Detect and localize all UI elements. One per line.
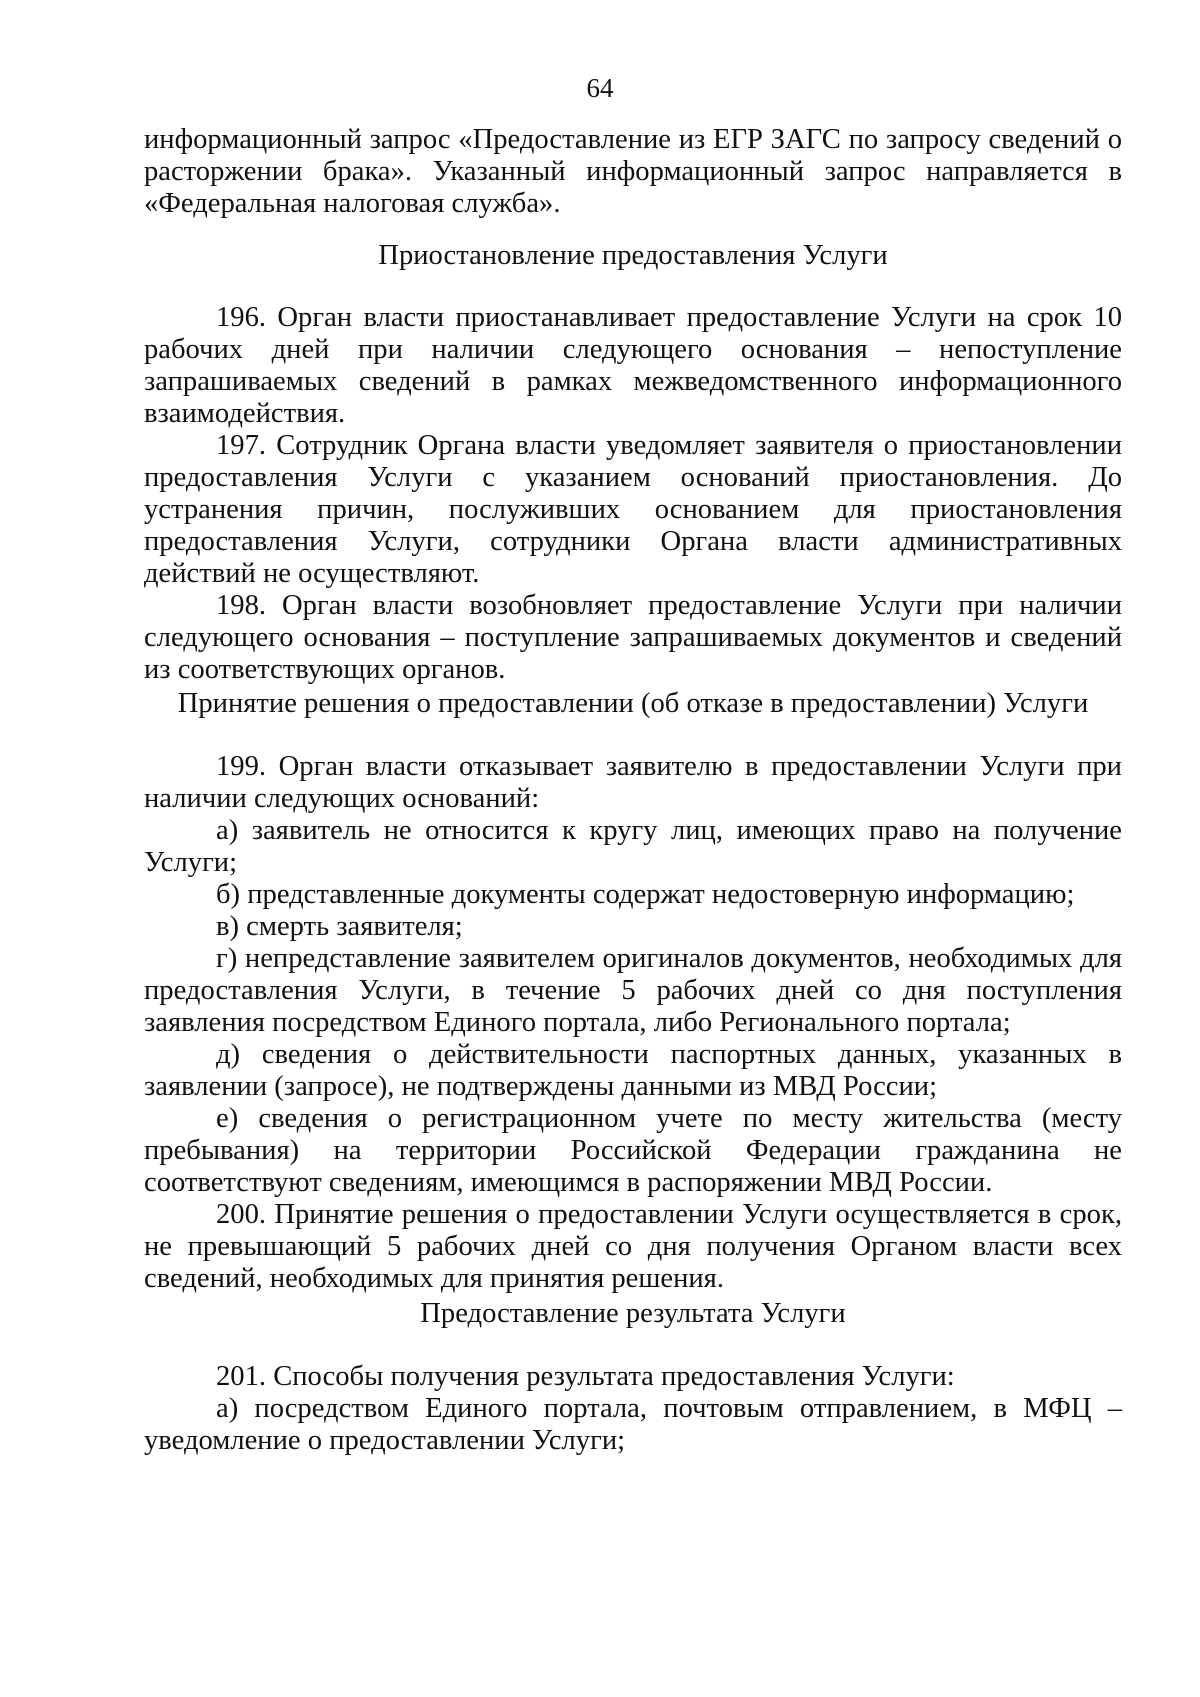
result-paragraphs — [144, 1361, 1122, 1457]
paragraph-199-d: д) сведения о действительности паспортных данных, указанных в заявлении (запросе), не подтверждены данными из МВД России; — [144, 1039, 1122, 1102]
paragraph-201-a: а) посредством Единого портала, почтовым отправлением, в МФЦ – уведомление о предоставлении Услуги; — [144, 1393, 1122, 1456]
paragraph-196: 196. Орган власти приостанавливает предоставление Услуги на срок 10 рабочих дней при наличии следующего основания – непоступление запрашиваемых сведений в рамках межведомственного информационного взаимодействия. — [144, 302, 1122, 429]
paragraph-199-e: е) сведения о регистрационном учете по месту жительства (месту пребывания) на территории Российской Федерации гражданина не соответствуют сведениям, имеющимся в распоряжении МВД России. — [144, 1103, 1122, 1198]
decision-paragraphs — [144, 751, 1122, 1295]
paragraph-199-v: в) смерть заявителя; — [216, 911, 463, 942]
section-heading-result: Предоставление результата Услуги — [420, 1298, 846, 1329]
paragraph-199-b: б) представленные документы содержат недостоверную информацию; — [216, 879, 1075, 910]
paragraph-199-g: г) непредставление заявителем оригиналов документов, необходимых для предоставления Услуги, в течение 5 рабочих дней со дня поступления заявления посредством Единого портала, либо Регионального портала; — [144, 943, 1122, 1038]
paragraph-199: 199. Орган власти отказывает заявителю в предоставлении Услуги при наличии следующих оснований: — [144, 751, 1122, 814]
paragraph-201: 201. Способы получения результата предоставления Услуги: — [216, 1361, 955, 1392]
paragraph-198: 198. Орган власти возобновляет предоставление Услуги при наличии следующего основания – поступление запрашиваемых документов и сведений из соответствующих органов. — [144, 590, 1122, 685]
paragraph-197: 197. Сотрудник Органа власти уведомляет заявителя о приостановлении предоставления Услуги с указанием оснований приостановления. До устранения причин, послуживших основанием для приостановления предоставления Услуги, сотрудники Органа власти административных действий не осуществляют. — [144, 430, 1122, 589]
paragraph-200: 200. Принятие решения о предоставлении Услуги осуществляется в срок, не превышающий 5 рабочих дней со дня получения Органом власти всех сведений, необходимых для принятия решения. — [144, 1199, 1122, 1294]
intro-paragraph-block — [144, 124, 1122, 220]
section-heading-decision: Принятие решения о предоставлении (об отказе в предоставлении) Услуги — [177, 688, 1089, 719]
page-number: 64 — [586, 73, 614, 103]
intro-paragraph: информационный запрос «Предоставление из ЕГР ЗАГС по запросу сведений о расторжении брака». Указанный информационный запрос направляется в «Федеральная налоговая служба». — [144, 124, 1122, 219]
paragraph-199-a: а) заявитель не относится к кругу лиц, имеющих право на получение Услуги; — [144, 815, 1122, 878]
suspension-paragraphs — [144, 302, 1122, 686]
section-heading-suspension: Приостановление предоставления Услуги — [378, 240, 888, 271]
